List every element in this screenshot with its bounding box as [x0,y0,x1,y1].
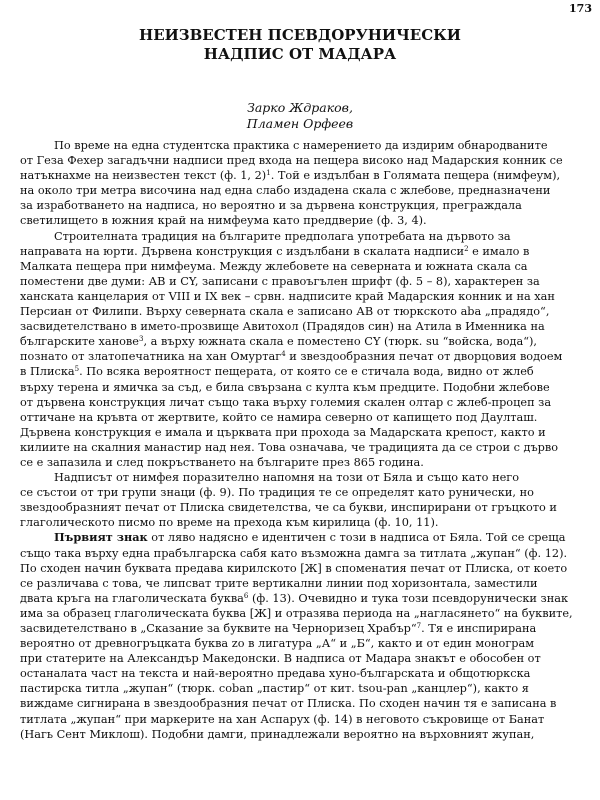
text-line: глаголическото писмо по време на прехода към кирилица (ф. 10, 11). [20,516,439,530]
title-line-1: НЕИЗВЕСТЕН ПСЕВДОРУНИЧЕСКИ [139,26,461,44]
text-line: килиите на скалния манастир над нея. Това означава, че традицията да се строи с дърво [20,440,559,454]
text-line: също така върху една прабългарска сабя като възможна дамга за титлата „жупан“ (ф. 12). [20,546,568,560]
text-line: титлата „жупан“ при маркерите на хан Аспарух (ф. 14) в неговото съкровище от Банат [20,712,545,726]
text-line: Първият знак от ляво надясно е идентичен с този в надписа от Бяла. Той се среща [54,530,566,545]
text-line: познато от златопечатника на хан Омуртаг$^4$ и звездообразния печат от дворцовия водоем [20,350,563,364]
text-line: върху терена и ямичка за съд, е била свързана с култа към предците. Подобни жлебове [20,380,550,394]
text-line: засвидетелствано в името-прозвище Авитохол (Прадядов син) на Атила в Именника на [20,320,545,334]
text-line: от дървена конструкция личат също така върху големия скален олтар с жлеб-процеп за [20,395,552,409]
text-line: ханската канцелария от VIII и IX век – срвн. надписите край Мадарския конник и на хан [20,289,555,303]
footnote-ref: 7 [416,622,422,630]
text-line: направата на юрти. Дървена конструкция с издълбани в скалата надписи$^2$ е имало в [20,244,530,258]
text-line: засвидетелствано в „Сказание за буквите на Черноризец Храбър“$^7$. Тя е инспирирана [20,622,537,635]
text-line: се състои от три групи знаци (ф. 9). По традиция те се определят като рунически, но [20,486,534,500]
text-line: Малката пещера при нимфеума. Между жлебовете на северната и южната скала са [20,259,528,273]
text-line: при статерите на Александър Македонски. В надписа от Мадара знакът е обособен от [20,652,541,666]
author-2: Пламен Орфеев [246,116,354,131]
authors [0,100,600,132]
text-line: оттичане на кръвта от жертвите, който се намира северно от капището под Даулташ. [20,410,538,424]
text-line: на около три метра височина над една слабо издадена скала с жлебове, предназначени [20,184,551,198]
page-number: 173 [569,2,592,15]
article-title [0,26,600,64]
text-line: има за образец глаголическата буква [Ж] и отразява периода на „нагласянето“ на буквите, [20,606,573,620]
footnote-ref: 2 [464,244,469,253]
text-line: от Геза Фехер загадъчни надписи пред входа на пещера високо над Мадарския конник се [20,154,563,168]
text-line: По сходен начин буквата предава кирилското [Ж] в споменатия печат от Плиска, от което [20,561,568,575]
text-line: Персиан от Филипи. Върху северната скала е записано АВ от тюркското aba „прадядо“, [20,305,550,319]
text-line: двата кръга на глаголическата буква$^6$ (ф. 13). Очевидно и тука този псевдорунически знак [20,591,569,605]
text-line: звездообразният печат от Плиска свидетелства, че са букви, инспирирани от гръцкото и [20,501,557,515]
bold-term: Първият знак [54,530,148,545]
text-line: вероятно от древногръцката буква zo в лигатура „А“ и „Б“, както и от един монограм [20,637,535,651]
text-line: се различава с това, че липсват трите вертикални линии под хоризонтала, заместили [20,576,538,590]
text-line: Строителната традиция на българите предполага употребата на дървото за [54,229,511,243]
text-line: виждаме сигнирана в звездообразния печат от Плиска. По сходен начин тя е записана в [20,697,557,711]
footnote-ref: 4 [281,350,286,359]
footnote-ref: 5 [74,365,80,374]
text-line: Надписът от нимфея поразително напомня на този от Бяла и също като него [54,471,520,485]
footnote-ref: 3 [138,335,144,344]
text-line: в Плиска$^5$. По всяка вероятност пещерата, от която се е стичала вода, видно от жлеб [20,365,534,379]
footnote-ref: 6 [243,591,249,600]
text-line: поместени две думи: АВ и СY, записани с правоъгълен шрифт (ф. 5 – 8), характерен за [20,274,540,288]
footnote-ref: 1 [266,169,271,178]
author-1: Зарко Ждраков, [247,100,353,115]
text-line: пастирска титла „жупан“ (тюрк. coban „пастир“ от кит. tsou-pan „канцлер“), както я [20,682,529,696]
text-line: се е запазила и след покръстването на българите през 865 година. [20,455,424,469]
text-line: останалата част на текста и най-вероятно предава хуно-българската и общотюркска [20,667,531,681]
text-line: светилището в южния край на нимфеума като преддверие (ф. 3, 4). [20,214,427,228]
text-line: Дървена конструкция е имала и църквата при прохода за Мадарската крепост, както и [20,425,546,439]
text-line: (Нагь Сент Миклош). Подобни дамги, принадлежали вероятно на върховният жупан, [20,727,535,741]
text-line: за изработването на надписа, но вероятно и за дървена конструкция, преграждала [20,199,522,213]
title-line-2: НАДПИС ОТ МАДАРА [203,45,397,63]
text-line: натъкнахме на неизвестен текст (ф. 1, 2)$^1$. Той е издълбан в Голямата пещера (нимфеум), [20,169,561,183]
text-line: българските ханове$^3$, а върху южната скала е поместено СY (тюрк. su “войска, вода“), [20,335,538,349]
text-line: По време на една студентска практика с намерението да издирим обнародваните [54,139,548,152]
article-body [20,138,580,742]
